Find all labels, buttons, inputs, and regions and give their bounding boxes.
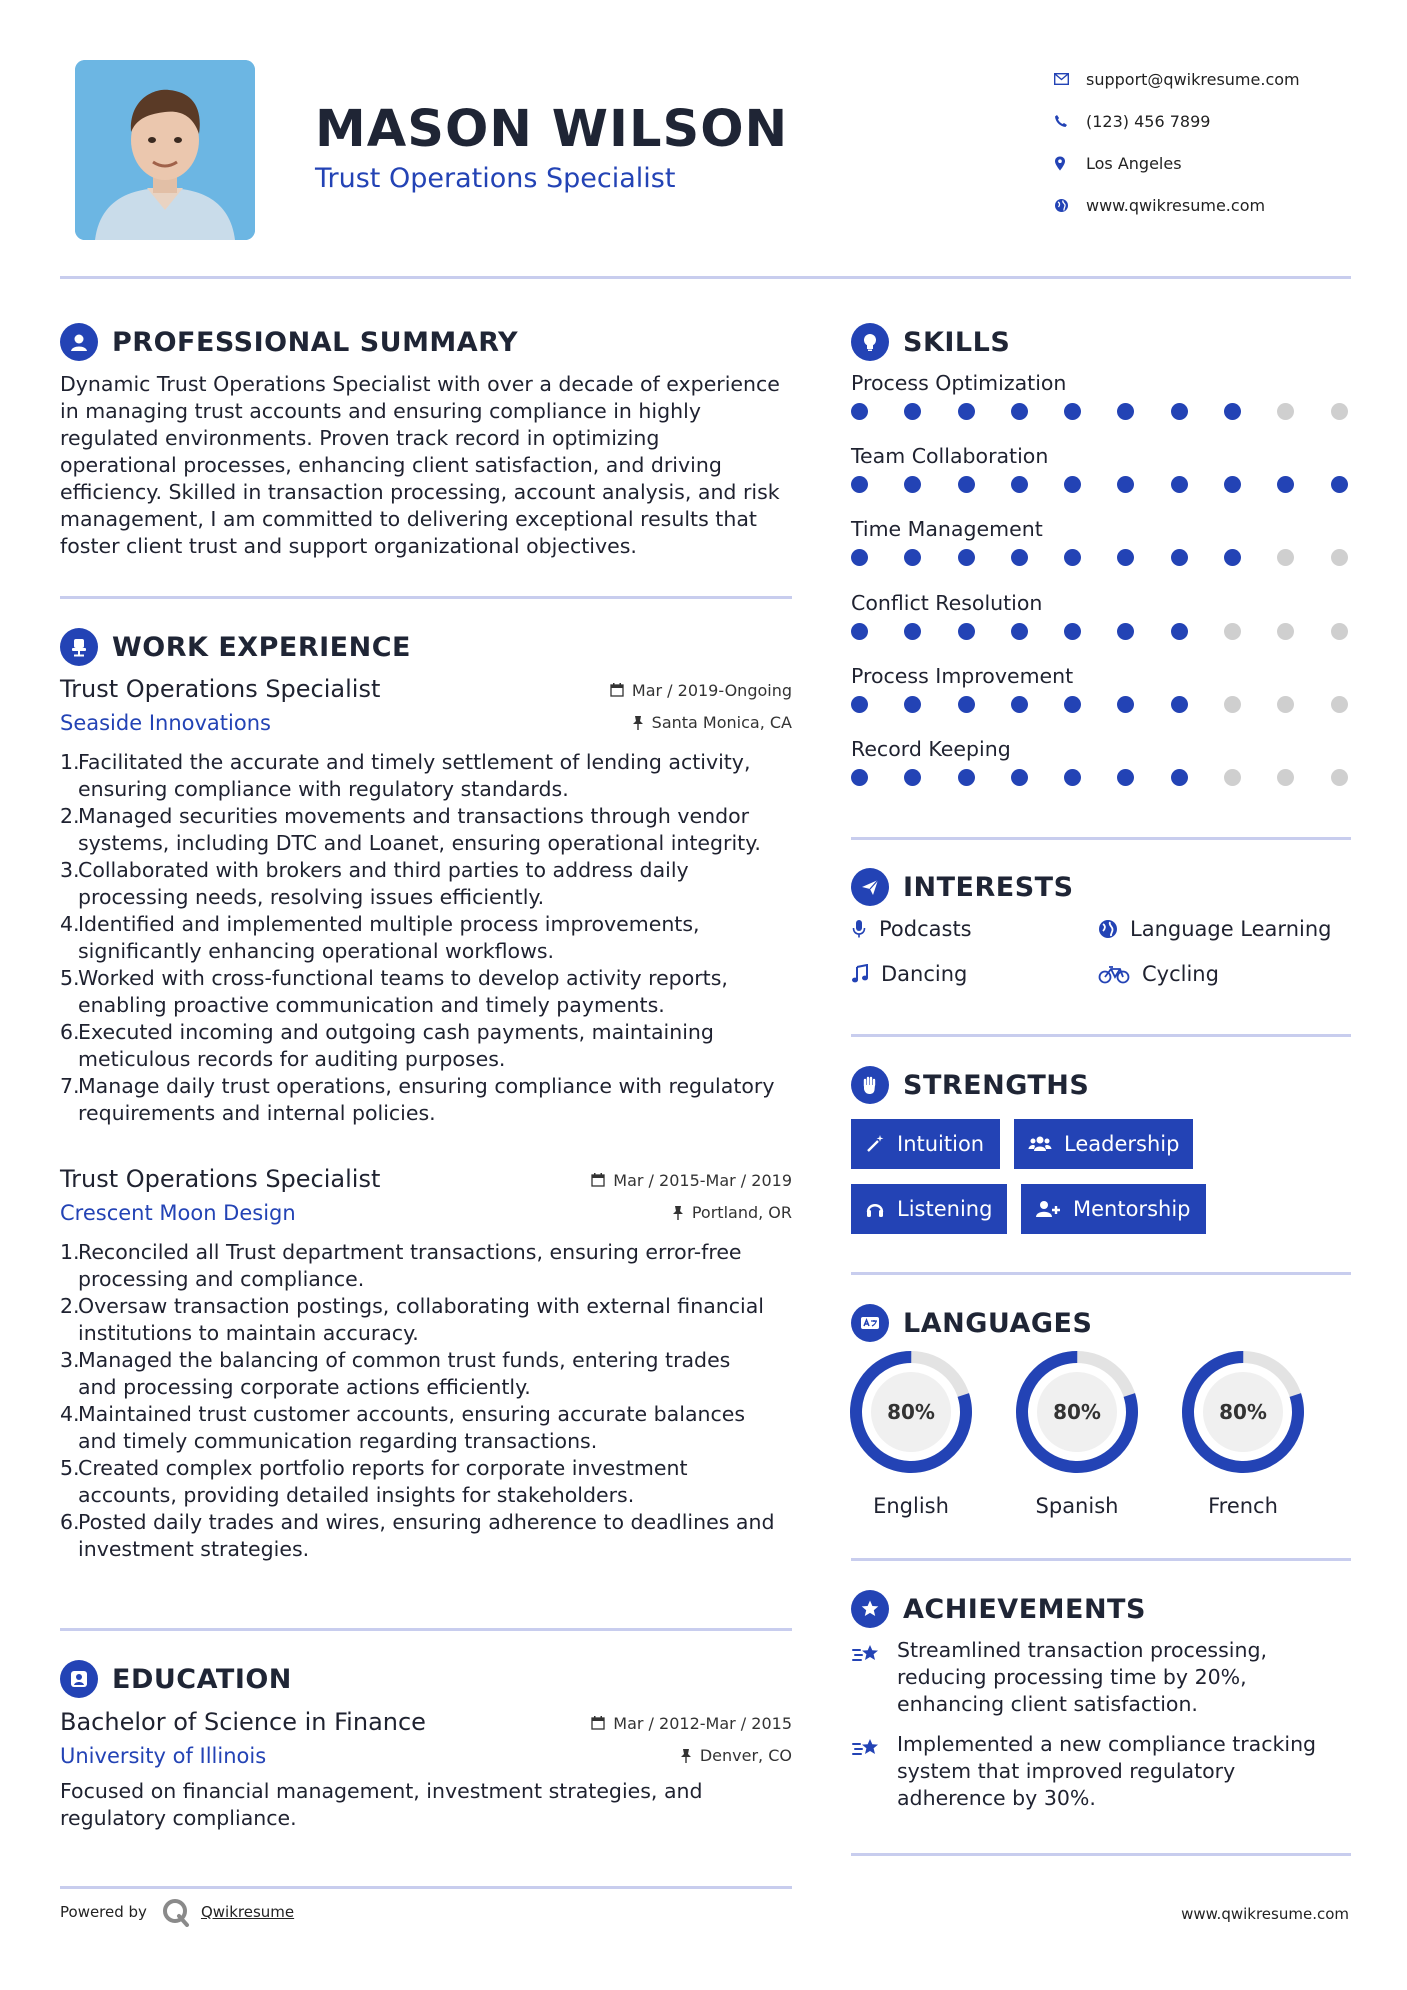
summary-line: regulated environments. Proven track record in optimizing: [60, 426, 660, 450]
rating-dot-filled: [1224, 403, 1241, 420]
bullet-line: Maintained trust customer accounts, ensuring accurate balances: [78, 1402, 746, 1426]
achievement-line: Implemented a new compliance tracking: [897, 1732, 1317, 1756]
rating-dot-empty: [1224, 623, 1241, 640]
rating-dot-filled: [958, 403, 975, 420]
job-date-text: Mar / 2015-Mar / 2019: [613, 1170, 792, 1190]
list-item: [60, 1509, 792, 1563]
bullet-number: 1.: [60, 750, 80, 774]
job-date: [591, 1171, 792, 1190]
skill-rating: [851, 549, 1351, 566]
rating-dot-filled: [1171, 403, 1188, 420]
summary-heading: [60, 323, 518, 361]
summary-line: foster client trust and support organizational objectives.: [60, 534, 637, 558]
interest-label: Podcasts: [879, 917, 972, 941]
degree-title: Bachelor of Science in Finance: [60, 1708, 426, 1736]
footer-website[interactable]: www.qwikresume.com: [1181, 1905, 1349, 1923]
rating-dot-filled: [1011, 696, 1028, 713]
interest-label: Cycling: [1142, 962, 1219, 986]
education-line: Focused on financial management, investment strategies, and: [60, 1779, 703, 1803]
bullet-line: accounts, providing detailed insights for stakeholders.: [78, 1483, 635, 1507]
bullet-number: 1.: [60, 1240, 80, 1264]
rating-dot-empty: [1224, 696, 1241, 713]
education-divider: [60, 1886, 792, 1889]
education-location-text: Denver, CO: [699, 1746, 792, 1765]
rating-dot-filled: [1224, 549, 1241, 566]
interests-divider: [851, 1034, 1351, 1037]
rating-dot-empty: [1277, 769, 1294, 786]
education-description: [60, 1778, 792, 1832]
job-bullets: [60, 749, 792, 1127]
education-line: regulatory compliance.: [60, 1806, 297, 1830]
interest-item: [851, 917, 972, 941]
job-entry: [60, 675, 792, 1127]
interest-item: [851, 962, 967, 986]
rating-dot-filled: [1117, 769, 1134, 786]
bullet-line: Collaborated with brokers and third parties to address daily: [78, 858, 689, 882]
rating-dot-filled: [958, 696, 975, 713]
rating-dot-filled: [904, 549, 921, 566]
bullet-line: institutions to maintain accuracy.: [78, 1321, 419, 1345]
contact-email-text: support@qwikresume.com: [1086, 69, 1300, 89]
bullet-line: requirements and internal policies.: [78, 1101, 436, 1125]
bullet-line: Managed the balancing of common trust funds, entering trades: [78, 1348, 731, 1372]
achievements-heading: [851, 1590, 1146, 1628]
interests-heading: [851, 868, 1074, 906]
job-title: Trust Operations Specialist: [60, 1165, 381, 1193]
phone-icon: [1052, 114, 1086, 128]
bullet-number: 2.: [60, 1294, 80, 1318]
interest-label: Language Learning: [1130, 917, 1332, 941]
job-date: [610, 681, 792, 700]
bullet-line: meticulous records for auditing purposes.: [78, 1047, 506, 1071]
skill-item: [851, 591, 1351, 640]
language-name: English: [873, 1494, 949, 1518]
lightbulb-icon: [851, 323, 889, 361]
user-circle-icon: [60, 323, 98, 361]
rating-dot-filled: [904, 476, 921, 493]
rating-dot-filled: [851, 623, 868, 640]
strengths-title: STRENGTHS: [903, 1069, 1090, 1101]
education-date: [591, 1714, 792, 1733]
summary-text: [60, 371, 800, 560]
strength-label: Listening: [897, 1197, 993, 1221]
star-badge-icon: [851, 1590, 889, 1628]
rating-dot-filled: [1064, 403, 1081, 420]
rating-dot-empty: [1331, 549, 1348, 566]
job-company: Crescent Moon Design: [60, 1201, 296, 1225]
job-bullets: [60, 1239, 792, 1563]
list-item: [60, 1073, 792, 1127]
rating-dot-empty: [1277, 623, 1294, 640]
pushpin-icon: [672, 1205, 684, 1220]
calendar-icon: [610, 683, 624, 697]
interest-label: Dancing: [881, 962, 968, 986]
rating-dot-filled: [851, 476, 868, 493]
rating-dot-filled: [1011, 549, 1028, 566]
shooting-star-icon: [851, 1731, 897, 1812]
rating-dot-filled: [1117, 403, 1134, 420]
bullet-number: 3.: [60, 1348, 80, 1372]
strengths-heading: [851, 1066, 1089, 1104]
powered-by-text: Powered by: [60, 1903, 147, 1921]
skill-item: [851, 737, 1351, 786]
list-item: [60, 1455, 792, 1509]
job-location-text: Portland, OR: [691, 1203, 792, 1222]
rating-dot-empty: [1331, 696, 1348, 713]
rating-dot-empty: [1331, 623, 1348, 640]
education-title: EDUCATION: [112, 1663, 292, 1695]
rating-dot-empty: [1224, 769, 1241, 786]
experience-heading: [60, 628, 411, 666]
experience-title: WORK EXPERIENCE: [112, 631, 411, 663]
users-icon: [1028, 1134, 1052, 1154]
rating-dot-filled: [904, 696, 921, 713]
rating-dot-filled: [904, 769, 921, 786]
skill-name: Process Optimization: [851, 371, 1067, 395]
contact-website-text: www.qwikresume.com: [1086, 195, 1266, 215]
language-name: French: [1208, 1494, 1278, 1518]
rating-dot-filled: [851, 696, 868, 713]
summary-line: operational processes, enhancing client satisfaction, and driving: [60, 453, 722, 477]
skill-rating: [851, 403, 1351, 420]
summary-line: management, I am committed to delivering exceptional results that: [60, 507, 757, 531]
bullet-number: 5.: [60, 1456, 80, 1480]
achievements-divider: [851, 1853, 1351, 1856]
bullet-line: investment strategies.: [78, 1537, 310, 1561]
headphones-icon: [865, 1199, 885, 1219]
language-percent: 80%: [1203, 1372, 1283, 1452]
job-location: [672, 1203, 792, 1222]
calendar-icon: [591, 1716, 605, 1730]
school-name: University of Illinois: [60, 1744, 267, 1768]
rating-dot-filled: [958, 623, 975, 640]
magic-wand-icon: [865, 1134, 885, 1154]
job-location-text: Santa Monica, CA: [651, 713, 792, 732]
rating-dot-filled: [851, 769, 868, 786]
rating-dot-filled: [1331, 476, 1348, 493]
bullet-line: Created complex portfolio reports for corporate investment: [78, 1456, 688, 1480]
rating-dot-filled: [1064, 623, 1081, 640]
strength-label: Intuition: [897, 1132, 985, 1156]
achievement-line: adherence by 30%.: [897, 1786, 1096, 1810]
contact-email[interactable]: [1052, 58, 1382, 100]
achievement-line: system that improved regulatory: [897, 1759, 1236, 1783]
languages-title: LANGUAGES: [903, 1307, 1093, 1339]
rating-dot-filled: [1011, 623, 1028, 640]
skill-rating: [851, 769, 1351, 786]
footer-powered-by: [60, 1897, 294, 1927]
profile-photo: [75, 60, 255, 240]
envelope-icon: [1052, 73, 1086, 85]
calendar-icon: [591, 1173, 605, 1187]
list-item: [60, 749, 792, 803]
bullet-number: 4.: [60, 1402, 80, 1426]
list-item: [60, 857, 792, 911]
skill-item: [851, 371, 1351, 420]
rating-dot-empty: [1277, 403, 1294, 420]
rating-dot-filled: [1064, 549, 1081, 566]
strength-tag: [1021, 1184, 1206, 1234]
bullet-line: significantly enhancing operational workflows.: [78, 939, 555, 963]
list-item: [60, 1347, 792, 1401]
rating-dot-filled: [1117, 476, 1134, 493]
list-item: [60, 1239, 792, 1293]
list-item: [60, 1019, 792, 1073]
language-progress-ring: [1015, 1350, 1139, 1474]
graduation-user-icon: [60, 1660, 98, 1698]
strength-tag: [1014, 1119, 1193, 1169]
contact-location-text: Los Angeles: [1086, 153, 1182, 173]
rating-dot-filled: [904, 403, 921, 420]
candidate-name: MASON WILSON: [315, 100, 789, 159]
rating-dot-filled: [1064, 476, 1081, 493]
bullet-line: Managed securities movements and transactions through vendor: [78, 804, 750, 828]
interests-title: INTERESTS: [903, 871, 1074, 903]
rating-dot-empty: [1277, 696, 1294, 713]
summary-line: Dynamic Trust Operations Specialist with over a decade of experience: [60, 372, 780, 396]
pushpin-icon: [680, 1748, 692, 1763]
list-item: [60, 965, 792, 1019]
list-item: [60, 1293, 792, 1347]
bullet-line: and processing corporate actions efficiently.: [78, 1375, 531, 1399]
globe-icon: [1052, 198, 1086, 213]
skill-rating: [851, 476, 1351, 493]
rating-dot-filled: [851, 549, 868, 566]
education-heading: [60, 1660, 292, 1698]
skills-heading: [851, 323, 1010, 361]
skill-rating: [851, 696, 1351, 713]
skill-name: Team Collaboration: [851, 444, 1049, 469]
skill-item: [851, 664, 1351, 713]
skill-name: Conflict Resolution: [851, 590, 1043, 615]
bullet-line: Posted daily trades and wires, ensuring adherence to deadlines and: [78, 1510, 775, 1534]
rating-dot-filled: [1011, 769, 1028, 786]
qwikresume-link[interactable]: Qwikresume: [200, 1903, 295, 1921]
rating-dot-filled: [1277, 476, 1294, 493]
contact-website[interactable]: [1052, 184, 1382, 226]
user-plus-icon: [1035, 1199, 1061, 1219]
map-pin-icon: [1052, 156, 1086, 171]
language-name: Spanish: [1035, 1494, 1119, 1518]
experience-divider: [60, 1628, 792, 1631]
language-item: [1181, 1350, 1305, 1518]
list-item: [60, 1401, 792, 1455]
list-item: [60, 911, 792, 965]
candidate-title: Trust Operations Specialist: [315, 163, 676, 194]
bullet-line: Manage daily trust operations, ensuring compliance with regulatory: [78, 1074, 775, 1098]
job-date-text: Mar / 2019-Ongoing: [631, 680, 792, 700]
rating-dot-filled: [1011, 476, 1028, 493]
bullet-number: 4.: [60, 912, 80, 936]
bullet-line: Identified and implemented multiple process improvements,: [78, 912, 700, 936]
achievement-line: Streamlined transaction processing,: [897, 1638, 1268, 1662]
summary-line: efficiency. Skilled in transaction processing, account analysis, and risk: [60, 480, 780, 504]
rating-dot-filled: [1224, 476, 1241, 493]
paper-plane-icon: [851, 868, 889, 906]
pushpin-icon: [632, 715, 644, 730]
rating-dot-filled: [1117, 696, 1134, 713]
bullet-line: Worked with cross-functional teams to develop activity reports,: [78, 966, 728, 990]
rating-dot-filled: [1171, 696, 1188, 713]
summary-title: PROFESSIONAL SUMMARY: [112, 326, 519, 358]
skill-rating: [851, 623, 1351, 640]
skill-item: [851, 517, 1351, 566]
strength-tag: [851, 1119, 1000, 1169]
language-percent: 80%: [1037, 1372, 1117, 1452]
achievement-line: reducing processing time by 20%,: [897, 1665, 1247, 1689]
list-item: [60, 803, 792, 857]
language-progress-ring: [1181, 1350, 1305, 1474]
header-divider: [60, 276, 1351, 279]
rating-dot-filled: [958, 769, 975, 786]
bullet-line: systems, including DTC and Loanet, ensuring operational integrity.: [78, 831, 761, 855]
rating-dot-filled: [1064, 696, 1081, 713]
interest-item: [1098, 962, 1219, 986]
language-percent: 80%: [871, 1372, 951, 1452]
bullet-number: 6.: [60, 1020, 80, 1044]
contact-location: [1052, 142, 1382, 184]
job-entry: [60, 1165, 792, 1563]
bullet-line: enabling proactive communication and timely payments.: [78, 993, 665, 1017]
rating-dot-filled: [1117, 623, 1134, 640]
microphone-icon: [851, 919, 867, 939]
rating-dot-empty: [1331, 403, 1348, 420]
summary-divider: [60, 596, 792, 599]
languages-heading: [851, 1304, 1092, 1342]
languages-divider: [851, 1558, 1351, 1561]
bullet-number: 2.: [60, 804, 80, 828]
bullet-line: processing needs, resolving issues efficiently.: [78, 885, 545, 909]
bullet-line: Executed incoming and outgoing cash payments, maintaining: [78, 1020, 714, 1044]
language-card-icon: [851, 1304, 889, 1342]
bullet-line: processing and compliance.: [78, 1267, 365, 1291]
rating-dot-filled: [958, 549, 975, 566]
bullet-number: 5.: [60, 966, 80, 990]
rating-dot-filled: [1171, 549, 1188, 566]
raised-hand-icon: [851, 1066, 889, 1104]
bullet-number: 7.: [60, 1074, 80, 1098]
strength-label: Leadership: [1064, 1132, 1180, 1156]
globe-icon: [1098, 919, 1118, 939]
strength-tag: [851, 1184, 1007, 1234]
interest-item: [1098, 917, 1331, 941]
skill-name: Record Keeping: [851, 737, 1011, 761]
bullet-line: Oversaw transaction postings, collaborating with external financial: [78, 1294, 764, 1318]
contact-phone[interactable]: [1052, 100, 1382, 142]
rating-dot-filled: [904, 623, 921, 640]
rating-dot-filled: [958, 476, 975, 493]
achievements-title: ACHIEVEMENTS: [903, 1593, 1146, 1625]
job-title: Trust Operations Specialist: [60, 675, 381, 703]
strengths-divider: [851, 1272, 1351, 1275]
job-location: [632, 713, 792, 732]
achievement-item: [851, 1637, 1351, 1718]
briefcase-chair-icon: [60, 628, 98, 666]
language-item: [849, 1350, 973, 1518]
strength-label: Mentorship: [1073, 1197, 1191, 1221]
education-location: [680, 1746, 792, 1765]
education-entry: [60, 1708, 792, 1832]
rating-dot-filled: [1171, 476, 1188, 493]
skills-title: SKILLS: [903, 326, 1011, 358]
rating-dot-filled: [851, 403, 868, 420]
education-date-text: Mar / 2012-Mar / 2015: [613, 1713, 792, 1733]
rating-dot-filled: [1011, 403, 1028, 420]
skills-divider: [851, 837, 1351, 840]
contact-phone-text: (123) 456 7899: [1086, 111, 1211, 131]
rating-dot-filled: [1064, 769, 1081, 786]
summary-line: in managing trust accounts and ensuring compliance in highly: [60, 399, 701, 423]
achievement-line: enhancing client satisfaction.: [897, 1692, 1198, 1716]
skill-item: [851, 444, 1351, 493]
job-company: Seaside Innovations: [60, 711, 271, 735]
bicycle-icon: [1098, 964, 1130, 984]
rating-dot-filled: [1117, 549, 1134, 566]
skill-name: Process Improvement: [851, 663, 1074, 688]
bullet-number: 3.: [60, 858, 80, 882]
music-note-icon: [851, 964, 869, 984]
shooting-star-icon: [851, 1637, 897, 1718]
achievement-item: [851, 1731, 1351, 1812]
rating-dot-filled: [1171, 623, 1188, 640]
bullet-line: Facilitated the accurate and timely settlement of lending activity,: [78, 750, 751, 774]
bullet-line: ensuring compliance with regulatory standards.: [78, 777, 569, 801]
language-item: [1015, 1350, 1139, 1518]
qwikresume-logo: [161, 1897, 191, 1927]
rating-dot-filled: [1171, 769, 1188, 786]
bullet-number: 6.: [60, 1510, 80, 1534]
contact-block: [1052, 58, 1382, 226]
rating-dot-empty: [1331, 769, 1348, 786]
bullet-line: and timely communication regarding transactions.: [78, 1429, 598, 1453]
skill-name: Time Management: [851, 517, 1043, 542]
bullet-line: Reconciled all Trust department transactions, ensuring error-free: [78, 1240, 742, 1264]
rating-dot-empty: [1277, 549, 1294, 566]
language-progress-ring: [849, 1350, 973, 1474]
